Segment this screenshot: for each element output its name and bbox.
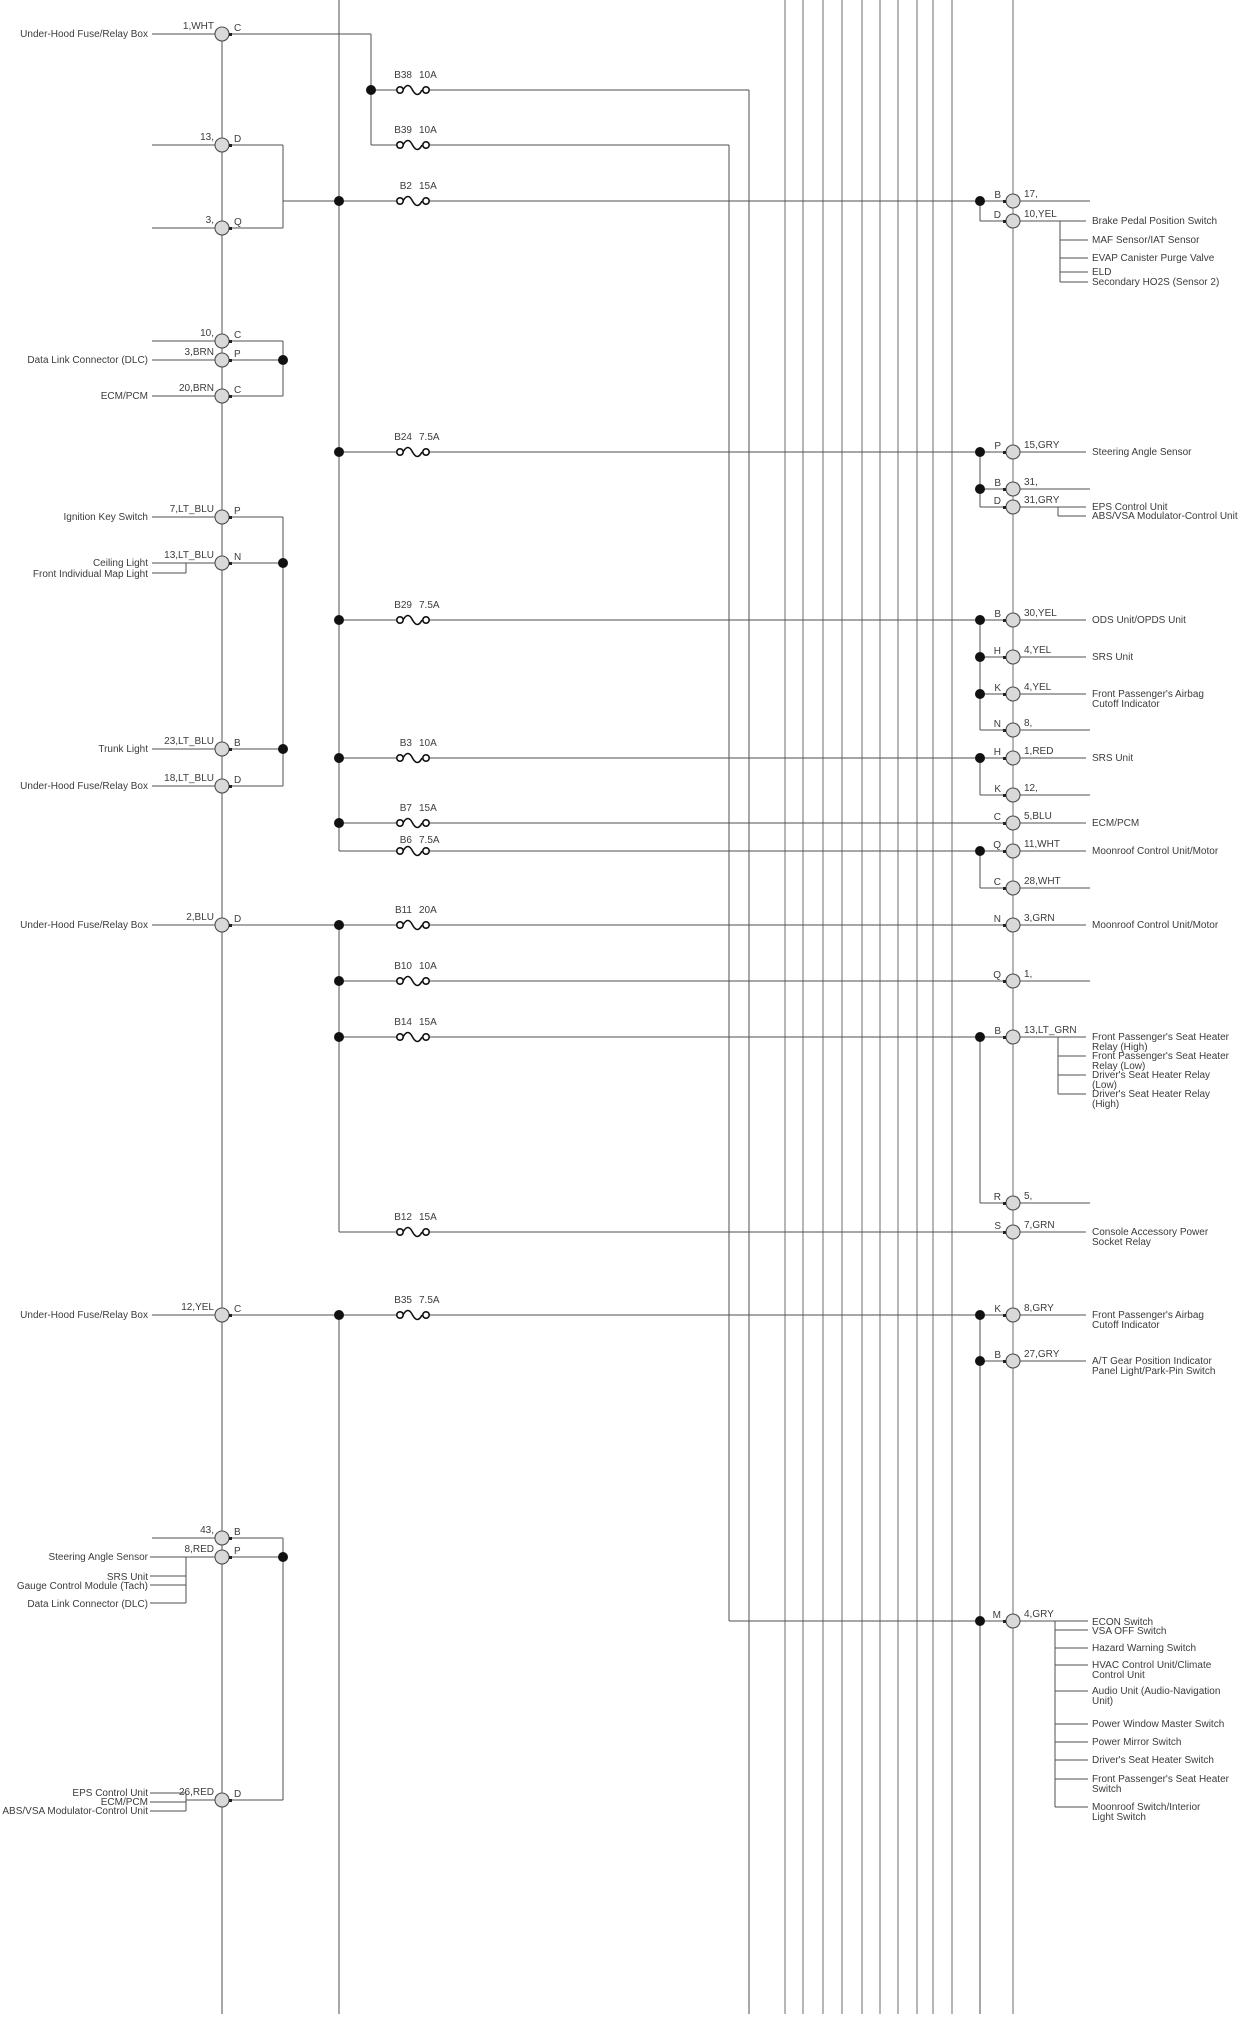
wire-label: 8, (1024, 718, 1033, 729)
component-label: Panel Light/Park-Pin Switch (1092, 1366, 1216, 1377)
circuit-lines (150, 0, 1090, 2014)
fuse-b3 (397, 738, 437, 763)
wire-label: 31, (1024, 477, 1038, 488)
wire-label: 20,BRN (178, 383, 214, 394)
component-label: Front Passenger's Seat Heater (1092, 1774, 1229, 1785)
component-label: Front Passenger's Airbag (1092, 1310, 1204, 1321)
pin-label: Q (234, 217, 242, 228)
pin-label: N (993, 914, 1001, 925)
pin-label: D (993, 210, 1001, 221)
fuse-id: B7 (399, 803, 412, 814)
component-label: Front Individual Map Light (32, 569, 148, 580)
wire-label: 3, (205, 215, 214, 226)
pin-label: P (234, 349, 241, 360)
pin-label: B (994, 1026, 1001, 1037)
fuse-rating: 10A (419, 738, 437, 749)
wire-label: 4,YEL (1024, 682, 1052, 693)
fuse-rating: 15A (419, 1212, 437, 1223)
fuse-rating: 7.5A (419, 432, 440, 443)
component-label: Driver's Seat Heater Relay (1092, 1089, 1211, 1100)
component-label: Driver's Seat Heater Relay (1092, 1070, 1211, 1081)
component-label: Data Link Connector (DLC) (27, 1599, 148, 1610)
wire-label: 3,GRN (1024, 913, 1055, 924)
component-label: Front Passenger's Seat Heater (1092, 1032, 1229, 1043)
pin-label: H (993, 747, 1001, 758)
fuse-id: B39 (394, 125, 412, 136)
wire-label: 43, (200, 1525, 214, 1536)
pin-label: C (993, 877, 1001, 888)
wire-label: 5, (1024, 1191, 1033, 1202)
component-label: Relay (High) (1092, 1042, 1148, 1053)
fuse-b2 (397, 181, 437, 206)
pin-label: M (992, 1610, 1001, 1621)
component-label: Socket Relay (1092, 1237, 1151, 1248)
wire-label: 10, (200, 328, 214, 339)
component-label: Brake Pedal Position Switch (1092, 216, 1218, 227)
component-label: ECON Switch (1092, 1617, 1154, 1628)
pin-label: H (993, 646, 1001, 657)
component-label: Cutoff Indicator (1092, 699, 1160, 710)
pin-label: K (994, 683, 1001, 694)
fuse-id: B14 (394, 1017, 412, 1028)
fuse-id: B29 (394, 600, 412, 611)
component-label: ECM/PCM (1092, 818, 1140, 829)
component-label: (Low) (1092, 1080, 1118, 1091)
wire-label: 23,LT_BLU (164, 736, 214, 747)
junction-dots (278, 85, 985, 1626)
fuse-b29 (394, 600, 440, 625)
fuse-b14 (394, 1017, 437, 1042)
component-label: Moonroof Control Unit/Motor (1092, 846, 1219, 857)
fuse-b11 (395, 905, 437, 930)
pin-label: K (994, 784, 1001, 795)
pin-label: D (993, 496, 1001, 507)
component-label: Light Switch (1092, 1812, 1146, 1823)
pin-label: N (234, 552, 242, 563)
pin-label: C (234, 23, 242, 34)
pin-label: P (234, 506, 241, 517)
fuse-id: B10 (394, 961, 412, 972)
fuse-rating: 10A (419, 70, 437, 81)
pin-label: C (993, 812, 1001, 823)
component-label: Gauge Control Module (Tach) (16, 1581, 148, 1592)
component-label: Under-Hood Fuse/Relay Box (20, 29, 148, 40)
fuse-b12 (394, 1212, 437, 1237)
wire-label: 1,WHT (182, 21, 214, 32)
component-label: Trunk Light (98, 744, 148, 755)
fuse-b39 (394, 125, 437, 150)
component-label: Ignition Key Switch (63, 512, 148, 523)
fuse-id: B38 (394, 70, 412, 81)
wire-label: 31,GRY (1024, 495, 1060, 506)
component-label: Switch (1092, 1784, 1122, 1795)
pin-label: B (994, 609, 1001, 620)
pin-label: B (234, 738, 241, 749)
wire-label: 5,BLU (1024, 811, 1052, 822)
pin-label: D (234, 134, 242, 145)
fuse-rating: 15A (419, 1017, 437, 1028)
pin-label: B (994, 190, 1001, 201)
right-connectors (993, 189, 1238, 1823)
component-label: Moonroof Control Unit/Motor (1092, 920, 1219, 931)
wire-label: 13,LT_GRN (1024, 1025, 1077, 1036)
wire-label: 11,WHT (1024, 839, 1060, 850)
pin-label: C (234, 385, 242, 396)
pin-label: Q (993, 840, 1001, 851)
component-label: Secondary HO2S (Sensor 2) (1092, 277, 1220, 288)
component-label: Ceiling Light (92, 558, 148, 569)
component-label: ECM/PCM (100, 1797, 148, 1808)
wire-label: 3,BRN (184, 347, 214, 358)
component-label: Console Accessory Power (1092, 1227, 1209, 1238)
fuse-b35 (394, 1295, 440, 1320)
wire-label: 7,GRN (1024, 1220, 1055, 1231)
wire-label: 8,RED (184, 1544, 214, 1555)
component-label: EPS Control Unit (1092, 502, 1168, 513)
pin-label: P (994, 441, 1001, 452)
wire-label: 26,RED (178, 1787, 214, 1798)
fuse-rating: 7.5A (419, 1295, 440, 1306)
component-label: Unit) (1092, 1696, 1114, 1707)
pin-label: Q (993, 970, 1001, 981)
wire-label: 13,LT_BLU (164, 550, 214, 561)
component-label: Cutoff Indicator (1092, 1320, 1160, 1331)
wire-label: 4,GRY (1024, 1609, 1054, 1620)
pin-label: D (234, 1789, 242, 1800)
wire-label: 13, (200, 132, 214, 143)
fuse-rating: 15A (419, 181, 437, 192)
pin-label: B (994, 478, 1001, 489)
component-label: Data Link Connector (DLC) (27, 355, 148, 366)
component-label: VSA OFF Switch (1092, 1626, 1167, 1637)
pin-label: S (994, 1221, 1001, 1232)
component-label: Front Passenger's Seat Heater (1092, 1051, 1229, 1062)
fuse-id: B6 (399, 835, 412, 846)
fuse-rating: 7.5A (419, 600, 440, 611)
fuse-id: B11 (394, 905, 412, 916)
wire-label: 17, (1024, 189, 1038, 200)
component-label: Power Mirror Switch (1092, 1737, 1182, 1748)
component-label: SRS Unit (1092, 753, 1134, 764)
pin-label: K (994, 1304, 1001, 1315)
fuse-b24 (394, 432, 440, 457)
component-label: ABS/VSA Modulator-Control Unit (1092, 511, 1238, 522)
wire-label: 12, (1024, 783, 1038, 794)
fuse-b10 (394, 961, 437, 986)
component-label: Relay (Low) (1092, 1061, 1146, 1072)
component-label: Under-Hood Fuse/Relay Box (20, 920, 148, 931)
left-connectors (2, 21, 242, 1817)
pin-label: P (234, 1546, 241, 1557)
component-label: EVAP Canister Purge Valve (1092, 253, 1215, 264)
pin-label: C (234, 1304, 242, 1315)
component-label: A/T Gear Position Indicator (1092, 1356, 1212, 1367)
wire-label: 18,LT_BLU (164, 773, 214, 784)
component-label: Power Window Master Switch (1092, 1719, 1225, 1730)
fuse-b38 (394, 70, 437, 95)
component-label: MAF Sensor/IAT Sensor (1092, 235, 1200, 246)
pin-label: B (994, 1350, 1001, 1361)
component-label: ABS/VSA Modulator-Control Unit (2, 1806, 148, 1817)
fuses (394, 70, 440, 1320)
component-label: Under-Hood Fuse/Relay Box (20, 1310, 148, 1321)
component-label: ELD (1092, 267, 1112, 278)
fuse-rating: 7.5A (419, 835, 440, 846)
component-label: EPS Control Unit (72, 1788, 148, 1799)
pin-label: N (993, 719, 1001, 730)
fuse-id: B35 (394, 1295, 412, 1306)
component-label: ODS Unit/OPDS Unit (1092, 615, 1186, 626)
wire-label: 30,YEL (1024, 608, 1057, 619)
fuse-rating: 10A (419, 961, 437, 972)
wire-label: 1,RED (1024, 746, 1054, 757)
wire-label: 1, (1024, 969, 1033, 980)
pin-label: D (234, 775, 242, 786)
component-label: Front Passenger's Airbag (1092, 689, 1204, 700)
fuse-id: B3 (399, 738, 412, 749)
fuse-b6 (397, 835, 440, 856)
component-label: HVAC Control Unit/Climate (1092, 1660, 1212, 1671)
fuse-rating: 20A (419, 905, 437, 916)
wire-label: 12,YEL (181, 1302, 214, 1313)
component-label: Driver's Seat Heater Switch (1092, 1755, 1214, 1766)
wire-label: 15,GRY (1024, 440, 1060, 451)
pin-label: B (234, 1527, 241, 1538)
component-label: Steering Angle Sensor (1092, 447, 1192, 458)
component-label: Under-Hood Fuse/Relay Box (20, 781, 148, 792)
component-label: Control Unit (1092, 1670, 1145, 1681)
fuse-rating: 15A (419, 803, 437, 814)
fuse-id: B2 (399, 181, 412, 192)
fuse-rating: 10A (419, 125, 437, 136)
bus-lines (785, 0, 1013, 2014)
fuse-b7 (397, 803, 437, 828)
wire-label: 27,GRY (1024, 1349, 1060, 1360)
pin-label: C (234, 330, 242, 341)
wire-label: 28,WHT (1024, 876, 1061, 887)
component-label: Steering Angle Sensor (48, 1552, 148, 1563)
component-label: Moonroof Switch/Interior (1092, 1802, 1201, 1813)
component-label: (High) (1092, 1099, 1120, 1110)
wire-label: 7,LT_BLU (169, 504, 214, 515)
wire-label: 4,YEL (1024, 645, 1052, 656)
component-label: SRS Unit (106, 1572, 148, 1583)
component-label: ECM/PCM (100, 391, 148, 402)
wire-label: 10,YEL (1024, 209, 1057, 220)
component-label: Hazard Warning Switch (1092, 1643, 1197, 1654)
pin-label: R (993, 1192, 1001, 1203)
wire-label: 2,BLU (186, 912, 214, 923)
component-label: SRS Unit (1092, 652, 1134, 663)
fuse-id: B12 (394, 1212, 412, 1223)
wire-label: 8,GRY (1024, 1303, 1054, 1314)
fuse-id: B24 (394, 432, 412, 443)
component-label: Audio Unit (Audio-Navigation (1092, 1686, 1221, 1697)
pin-label: D (234, 914, 242, 925)
